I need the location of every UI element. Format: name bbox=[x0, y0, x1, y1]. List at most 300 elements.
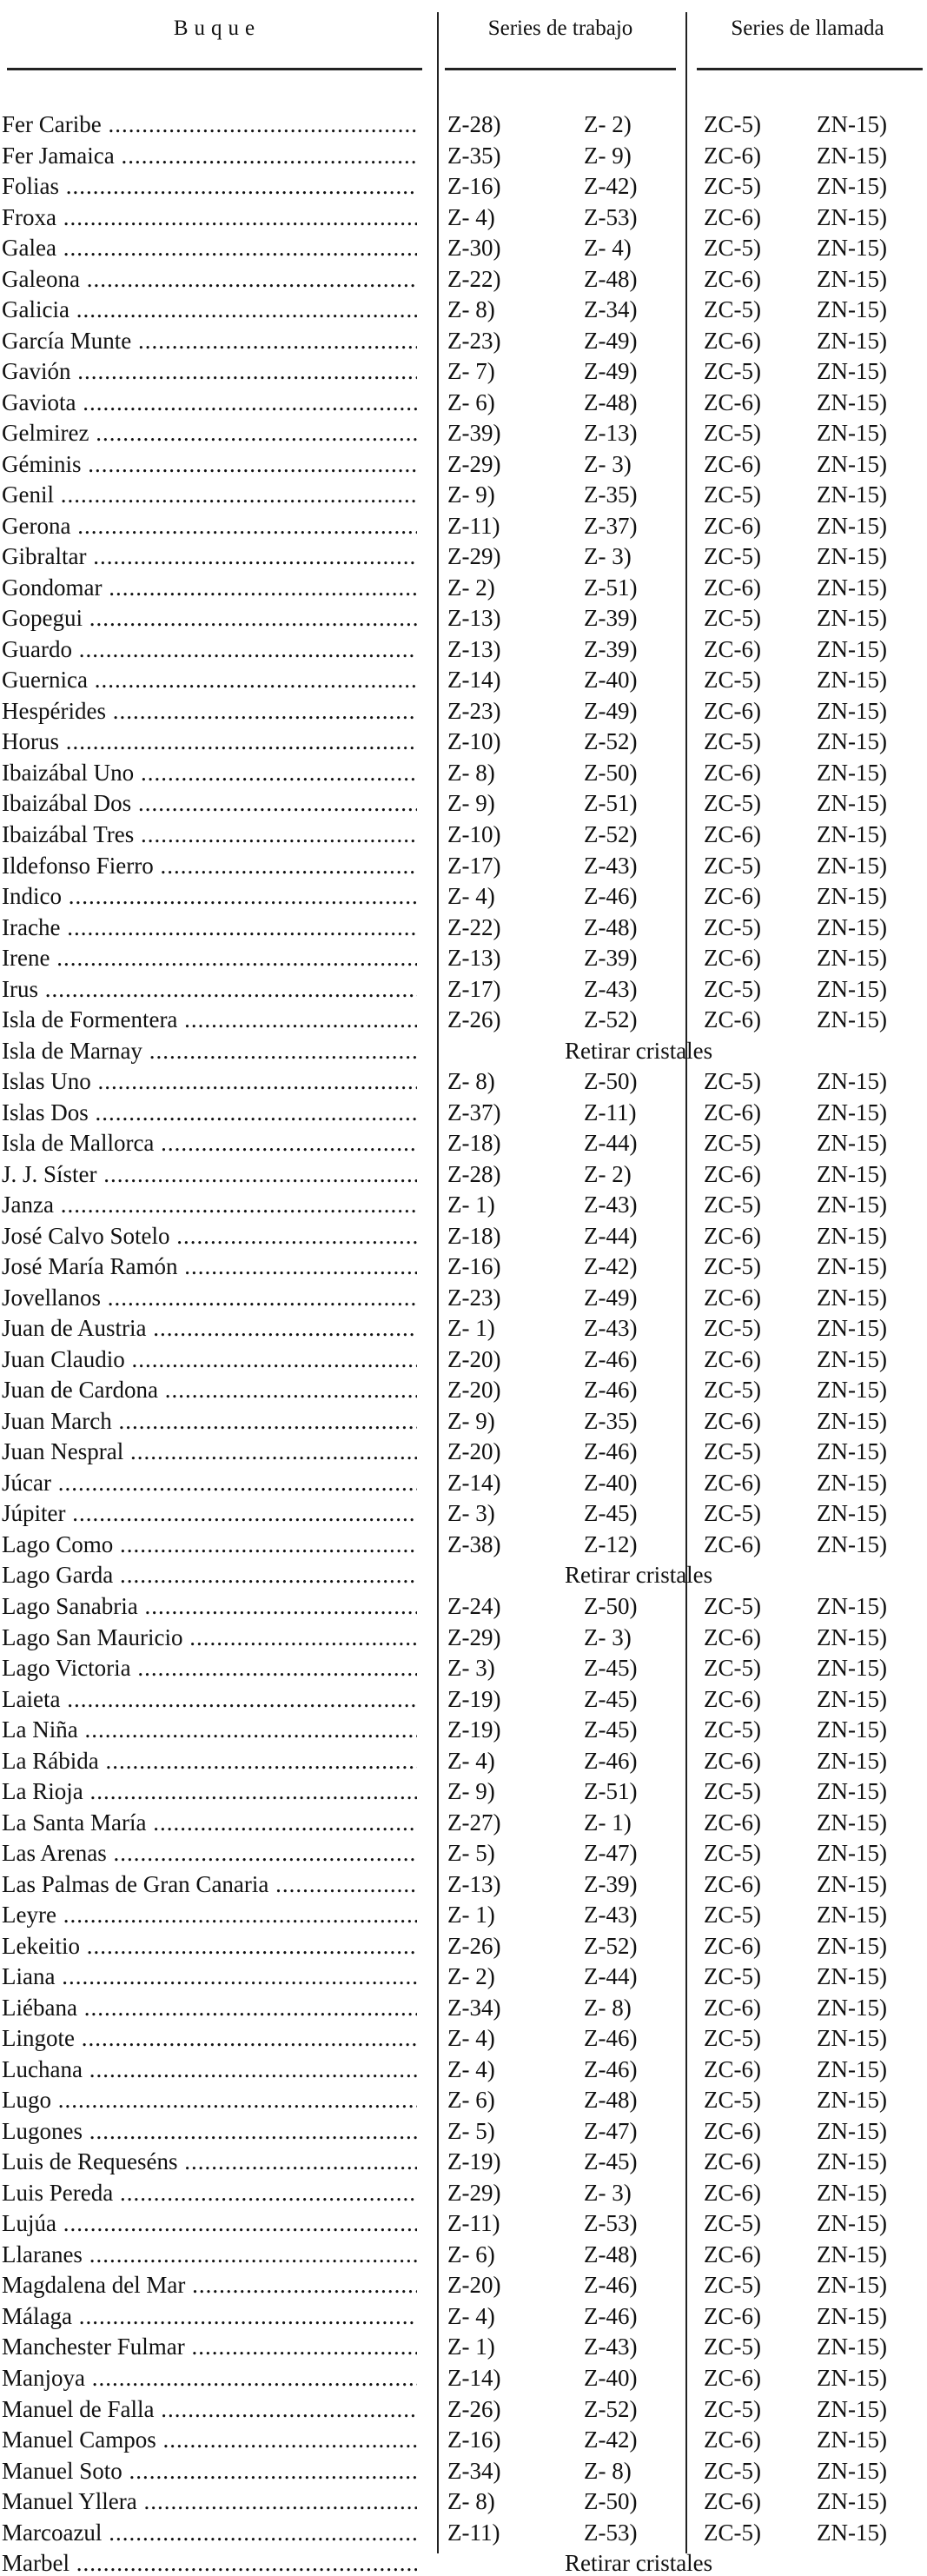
call-series-zn: ZN-15) bbox=[817, 2519, 887, 2546]
work-series-1: Z-34) bbox=[447, 1994, 501, 2021]
work-series-2: Z-46) bbox=[584, 2272, 638, 2299]
ship-name: Las Arenas ..... bbox=[2, 1841, 417, 1866]
ship-name: Gibraltar ..... bbox=[2, 544, 417, 569]
call-series-zn: ZN-15) bbox=[817, 173, 887, 199]
ship-name: Fer Caribe ..... bbox=[2, 112, 417, 137]
ship-name: Manuel Campos ..... bbox=[2, 2427, 417, 2453]
call-series-zc: ZC-5) bbox=[704, 975, 761, 1002]
table-row bbox=[0, 1347, 927, 1372]
call-series-zn: ZN-15) bbox=[817, 1345, 887, 1372]
work-series-1: Z-14) bbox=[447, 2365, 501, 2391]
work-series-1: Z-19) bbox=[447, 1716, 501, 1743]
call-series-zn: ZN-15) bbox=[817, 2148, 887, 2175]
table-row bbox=[0, 267, 927, 292]
table-row bbox=[0, 606, 927, 631]
call-series-zc: ZC-5) bbox=[704, 1500, 761, 1527]
call-series-zn: ZN-15) bbox=[817, 388, 887, 415]
table-row bbox=[0, 514, 927, 539]
call-series-zn: ZN-15) bbox=[817, 2302, 887, 2329]
table-row bbox=[0, 1224, 927, 1249]
call-series-zn: ZN-15) bbox=[817, 1407, 887, 1434]
call-series-zn: ZN-15) bbox=[817, 1099, 887, 1125]
work-series-2: Z-50) bbox=[584, 1593, 638, 1619]
ship-name: Ibaizábal Uno ..... bbox=[2, 760, 417, 786]
table-row bbox=[0, 1594, 927, 1619]
ship-name: Lago Garda ..... bbox=[2, 1563, 417, 1588]
call-series-zn: ZN-15) bbox=[817, 2427, 887, 2453]
work-series-2: Z-50) bbox=[584, 759, 638, 786]
work-series-1: Z- 1) bbox=[447, 1192, 495, 1218]
call-series-zc: ZC-5) bbox=[704, 2025, 761, 2052]
work-series-2: Z-46) bbox=[584, 883, 638, 909]
call-series-zn: ZN-15) bbox=[817, 883, 887, 909]
work-series-1: Z-13) bbox=[447, 945, 501, 971]
work-series-2: Z-52) bbox=[584, 1932, 638, 1959]
table-row bbox=[0, 2057, 927, 2082]
work-series-1: Z-18) bbox=[447, 1130, 501, 1157]
header-rule-buque bbox=[7, 68, 422, 70]
work-series-1: Z- 4) bbox=[447, 1747, 495, 1774]
work-series-1: Z- 3) bbox=[447, 1500, 495, 1527]
work-series-1: Z-13) bbox=[447, 1870, 501, 1897]
call-series-zc: ZC-6) bbox=[704, 2427, 761, 2453]
work-series-1: Z- 8) bbox=[447, 2488, 495, 2514]
call-series-zc: ZC-5) bbox=[704, 2087, 761, 2114]
call-series-zc: ZC-6) bbox=[704, 883, 761, 909]
call-series-zc: ZC-5) bbox=[704, 1192, 761, 1218]
call-series-zn: ZN-15) bbox=[817, 1315, 887, 1342]
work-series-1: Z-20) bbox=[447, 2272, 501, 2299]
call-series-zc: ZC-6) bbox=[704, 1407, 761, 1434]
call-series-zc: ZC-5) bbox=[704, 1377, 761, 1404]
ship-name: Lago Sanabria ..... bbox=[2, 1594, 417, 1619]
work-series-2: Z-48) bbox=[584, 388, 638, 415]
work-series-1: Z-10) bbox=[447, 728, 501, 755]
work-series-2: Z-34) bbox=[584, 296, 638, 323]
work-series-1: Z- 6) bbox=[447, 2087, 495, 2114]
call-series-zn: ZN-15) bbox=[817, 1809, 887, 1836]
ship-name: Llaranes ..... bbox=[2, 2242, 417, 2267]
work-series-1: Z- 4) bbox=[447, 883, 495, 909]
work-series-2: Z- 2) bbox=[584, 1160, 632, 1187]
work-series-2: Z-44) bbox=[584, 1130, 638, 1157]
work-series-2: Z-35) bbox=[584, 1407, 638, 1434]
call-series-zc: ZC-6) bbox=[704, 1623, 761, 1650]
work-series-2: Z- 9) bbox=[584, 142, 632, 169]
call-series-zn: ZN-15) bbox=[817, 635, 887, 662]
call-series-zn: ZN-15) bbox=[817, 1840, 887, 1867]
work-series-1: Z-29) bbox=[447, 543, 501, 570]
work-series-1: Z-26) bbox=[447, 1932, 501, 1959]
call-series-zn: ZN-15) bbox=[817, 1160, 887, 1187]
table-row bbox=[0, 421, 927, 446]
work-series-1: Z-23) bbox=[447, 697, 501, 724]
ship-name: J. J. Síster ..... bbox=[2, 1162, 417, 1187]
call-series-zc: ZC-5) bbox=[704, 2272, 761, 2299]
call-series-zn: ZN-15) bbox=[817, 667, 887, 694]
table-row bbox=[0, 791, 927, 816]
table-row bbox=[0, 1532, 927, 1557]
table-row bbox=[0, 1717, 927, 1743]
table-row bbox=[0, 1316, 927, 1341]
ship-name: García Munte ..... bbox=[2, 329, 417, 354]
work-series-2: Z-53) bbox=[584, 203, 638, 230]
ship-name: Guardo ..... bbox=[2, 637, 417, 662]
table-row bbox=[0, 1964, 927, 1989]
table-row bbox=[0, 2397, 927, 2422]
work-series-1: Z-34) bbox=[447, 2457, 501, 2484]
ship-name: Lago San Mauricio ..... bbox=[2, 1625, 417, 1650]
table-row bbox=[0, 760, 927, 786]
call-series-zn: ZN-15) bbox=[817, 1068, 887, 1095]
call-series-zn: ZN-15) bbox=[817, 543, 887, 570]
call-series-zn: ZN-15) bbox=[817, 450, 887, 477]
ship-name: Lago Victoria ..... bbox=[2, 1656, 417, 1681]
row-note: Retirar cristales bbox=[565, 1562, 713, 1589]
call-series-zc: ZC-5) bbox=[704, 1716, 761, 1743]
ship-name: Manchester Fulmar ..... bbox=[2, 2334, 417, 2360]
work-series-2: Z-39) bbox=[584, 1870, 638, 1897]
table-row bbox=[0, 2088, 927, 2113]
table-row bbox=[0, 915, 927, 940]
ship-name: Liébana ..... bbox=[2, 1995, 417, 2021]
call-series-zn: ZN-15) bbox=[817, 697, 887, 724]
call-series-zn: ZN-15) bbox=[817, 1284, 887, 1311]
ship-name: Isla de Formentera ..... bbox=[2, 1007, 417, 1032]
work-series-2: Z-40) bbox=[584, 667, 638, 694]
ship-name: Genil ..... bbox=[2, 482, 417, 508]
call-series-zn: ZN-15) bbox=[817, 481, 887, 508]
table-row bbox=[0, 822, 927, 847]
work-series-2: Z-53) bbox=[584, 2519, 638, 2546]
work-series-1: Z-39) bbox=[447, 420, 501, 447]
work-series-1: Z-27) bbox=[447, 1809, 501, 1836]
work-series-1: Z- 8) bbox=[447, 1068, 495, 1095]
call-series-zc: ZC-6) bbox=[704, 203, 761, 230]
call-series-zc: ZC-6) bbox=[704, 265, 761, 292]
work-series-2: Z-35) bbox=[584, 481, 638, 508]
work-series-1: Z-17) bbox=[447, 975, 501, 1002]
work-series-1: Z-30) bbox=[447, 235, 501, 262]
work-series-1: Z-14) bbox=[447, 1469, 501, 1496]
work-series-1: Z- 4) bbox=[447, 2302, 495, 2329]
work-series-1: Z- 3) bbox=[447, 1655, 495, 1681]
header-rule-llamada bbox=[697, 68, 923, 70]
ship-name: Juan de Cardona ..... bbox=[2, 1378, 417, 1403]
work-series-1: Z-16) bbox=[447, 2427, 501, 2453]
table-row bbox=[0, 544, 927, 569]
call-series-zc: ZC-5) bbox=[704, 1253, 761, 1280]
ship-name: Marbel ..... bbox=[2, 2551, 417, 2576]
call-series-zc: ZC-5) bbox=[704, 481, 761, 508]
call-series-zc: ZC-6) bbox=[704, 2241, 761, 2267]
ship-name: Luis Pereda ..... bbox=[2, 2181, 417, 2206]
ship-name: Isla de Mallorca ..... bbox=[2, 1131, 417, 1156]
table-row bbox=[0, 2149, 927, 2174]
work-series-2: Z-48) bbox=[584, 913, 638, 940]
ship-name: Luchana ..... bbox=[2, 2057, 417, 2082]
call-series-zn: ZN-15) bbox=[817, 821, 887, 847]
call-series-zn: ZN-15) bbox=[817, 296, 887, 323]
work-series-2: Z- 4) bbox=[584, 235, 632, 262]
ship-name: Las Palmas de Gran Canaria ..... bbox=[2, 1872, 417, 1897]
table-row bbox=[0, 1656, 927, 1681]
call-series-zc: ZC-6) bbox=[704, 2365, 761, 2391]
table-row bbox=[0, 2211, 927, 2236]
header-rule-trabajo bbox=[445, 68, 676, 70]
table-row bbox=[0, 853, 927, 879]
ship-name: Guernica ..... bbox=[2, 667, 417, 693]
call-series-zc: ZC-5) bbox=[704, 2334, 761, 2360]
ship-name: Folias ..... bbox=[2, 174, 417, 199]
ship-name: Irus ..... bbox=[2, 977, 417, 1002]
call-series-zn: ZN-15) bbox=[817, 2117, 887, 2144]
call-series-zn: ZN-15) bbox=[817, 203, 887, 230]
call-series-zc: ZC-6) bbox=[704, 388, 761, 415]
work-series-1: Z- 4) bbox=[447, 2025, 495, 2052]
call-series-zn: ZN-15) bbox=[817, 1130, 887, 1157]
work-series-1: Z-23) bbox=[447, 327, 501, 354]
table-row bbox=[0, 667, 927, 693]
table-row bbox=[0, 1100, 927, 1125]
call-series-zc: ZC-6) bbox=[704, 821, 761, 847]
work-series-2: Z-53) bbox=[584, 2210, 638, 2237]
ship-name: Ildefonso Fierro ..... bbox=[2, 853, 417, 879]
call-series-zn: ZN-15) bbox=[817, 1870, 887, 1897]
work-series-1: Z-37) bbox=[447, 1099, 501, 1125]
work-series-1: Z-10) bbox=[447, 821, 501, 847]
work-series-1: Z-29) bbox=[447, 450, 501, 477]
call-series-zn: ZN-15) bbox=[817, 1500, 887, 1527]
work-series-2: Z-42) bbox=[584, 2427, 638, 2453]
work-series-2: Z-46) bbox=[584, 2055, 638, 2082]
call-series-zc: ZC-5) bbox=[704, 852, 761, 879]
call-series-zc: ZC-6) bbox=[704, 1222, 761, 1249]
call-series-zn: ZN-15) bbox=[817, 1902, 887, 1929]
call-series-zn: ZN-15) bbox=[817, 1623, 887, 1650]
ship-name: Froxa ..... bbox=[2, 205, 417, 230]
work-series-2: Z-46) bbox=[584, 2302, 638, 2329]
work-series-2: Z-37) bbox=[584, 512, 638, 539]
table-row bbox=[0, 1841, 927, 1866]
table-row bbox=[0, 1810, 927, 1836]
work-series-2: Z- 3) bbox=[584, 1623, 632, 1650]
call-series-zn: ZN-15) bbox=[817, 728, 887, 755]
work-series-1: Z-22) bbox=[447, 913, 501, 940]
call-series-zc: ZC-5) bbox=[704, 1655, 761, 1681]
work-series-2: Z-46) bbox=[584, 2025, 638, 2052]
ship-name: Janza ..... bbox=[2, 1192, 417, 1218]
ship-name: Lujúa ..... bbox=[2, 2211, 417, 2236]
ship-name: Fer Jamaica ..... bbox=[2, 143, 417, 169]
ship-name: Manuel Soto ..... bbox=[2, 2459, 417, 2484]
call-series-zn: ZN-15) bbox=[817, 1192, 887, 1218]
work-series-1: Z- 9) bbox=[447, 790, 495, 817]
work-series-1: Z-16) bbox=[447, 173, 501, 199]
work-series-2: Z-43) bbox=[584, 1902, 638, 1929]
work-series-1: Z-20) bbox=[447, 1377, 501, 1404]
call-series-zn: ZN-15) bbox=[817, 1778, 887, 1805]
ship-name: Indico ..... bbox=[2, 884, 417, 909]
call-series-zc: ZC-6) bbox=[704, 635, 761, 662]
table-row bbox=[0, 946, 927, 971]
row-note: Retirar cristales bbox=[565, 2550, 713, 2576]
ship-name: Islas Uno ..... bbox=[2, 1069, 417, 1094]
work-series-2: Z- 1) bbox=[584, 1809, 632, 1836]
work-series-1: Z- 9) bbox=[447, 1778, 495, 1805]
call-series-zn: ZN-15) bbox=[817, 512, 887, 539]
table-row bbox=[0, 174, 927, 199]
call-series-zn: ZN-15) bbox=[817, 2055, 887, 2082]
work-series-1: Z-17) bbox=[447, 852, 501, 879]
work-series-1: Z-13) bbox=[447, 605, 501, 632]
table-row bbox=[0, 1995, 927, 2021]
table-row bbox=[0, 1007, 927, 1032]
call-series-zc: ZC-6) bbox=[704, 1994, 761, 2021]
ship-name: José María Ramón ..... bbox=[2, 1254, 417, 1279]
call-series-zc: ZC-5) bbox=[704, 2395, 761, 2422]
work-series-1: Z- 1) bbox=[447, 1902, 495, 1929]
work-series-1: Z-11) bbox=[447, 2519, 500, 2546]
call-series-zc: ZC-5) bbox=[704, 173, 761, 199]
work-series-1: Z-11) bbox=[447, 2210, 500, 2237]
table-row bbox=[0, 2119, 927, 2144]
call-series-zc: ZC-5) bbox=[704, 1963, 761, 1990]
ship-name: Juan March ..... bbox=[2, 1409, 417, 1434]
work-series-2: Z-43) bbox=[584, 2334, 638, 2360]
call-series-zc: ZC-6) bbox=[704, 574, 761, 601]
ship-name: Lago Como ..... bbox=[2, 1532, 417, 1557]
work-series-2: Z-50) bbox=[584, 2488, 638, 2514]
header-series-trabajo: Series de trabajo bbox=[487, 17, 633, 40]
work-series-2: Z- 8) bbox=[584, 1994, 632, 2021]
work-series-2: Z-13) bbox=[584, 420, 638, 447]
work-series-2: Z- 3) bbox=[584, 2179, 632, 2206]
call-series-zn: ZN-15) bbox=[817, 1530, 887, 1557]
work-series-2: Z-47) bbox=[584, 2117, 638, 2144]
table-row bbox=[0, 297, 927, 322]
table-row bbox=[0, 452, 927, 477]
table-row bbox=[0, 1779, 927, 1804]
ship-name: Málaga ..... bbox=[2, 2304, 417, 2329]
ship-name: Galeona ..... bbox=[2, 267, 417, 292]
ship-name: Gelmirez ..... bbox=[2, 421, 417, 446]
ship-name: Gopegui ..... bbox=[2, 606, 417, 631]
call-series-zn: ZN-15) bbox=[817, 327, 887, 354]
ship-name: Islas Dos ..... bbox=[2, 1100, 417, 1125]
call-series-zn: ZN-15) bbox=[817, 975, 887, 1002]
call-series-zn: ZN-15) bbox=[817, 759, 887, 786]
work-series-2: Z-42) bbox=[584, 173, 638, 199]
call-series-zc: ZC-6) bbox=[704, 2117, 761, 2144]
call-series-zc: ZC-6) bbox=[704, 1932, 761, 1959]
call-series-zn: ZN-15) bbox=[817, 1655, 887, 1681]
work-series-2: Z-49) bbox=[584, 697, 638, 724]
table-row bbox=[0, 390, 927, 415]
work-series-2: Z-51) bbox=[584, 790, 638, 817]
ship-name: Gaviota ..... bbox=[2, 390, 417, 415]
work-series-1: Z- 1) bbox=[447, 1315, 495, 1342]
call-series-zn: ZN-15) bbox=[817, 111, 887, 137]
table-row bbox=[0, 2304, 927, 2329]
table-row bbox=[0, 1625, 927, 1650]
table-row bbox=[0, 884, 927, 909]
work-series-1: Z- 6) bbox=[447, 2241, 495, 2267]
header-buque: Buque bbox=[173, 17, 262, 40]
ship-name: Gerona ..... bbox=[2, 514, 417, 539]
work-series-1: Z- 8) bbox=[447, 296, 495, 323]
table-row bbox=[0, 1934, 927, 1959]
call-series-zc: ZC-6) bbox=[704, 327, 761, 354]
table-row bbox=[0, 1069, 927, 1094]
call-series-zc: ZC-6) bbox=[704, 1345, 761, 1372]
ship-name: La Rioja ..... bbox=[2, 1779, 417, 1804]
table-row bbox=[0, 977, 927, 1002]
work-series-2: Z-51) bbox=[584, 1778, 638, 1805]
call-series-zn: ZN-15) bbox=[817, 1593, 887, 1619]
work-series-2: Z- 2) bbox=[584, 111, 632, 137]
call-series-zc: ZC-6) bbox=[704, 1006, 761, 1033]
table-row bbox=[0, 1501, 927, 1526]
call-series-zn: ZN-15) bbox=[817, 1006, 887, 1033]
call-series-zn: ZN-15) bbox=[817, 1222, 887, 1249]
ship-name: Ibaizábal Tres ..... bbox=[2, 822, 417, 847]
ship-name: Juan Claudio ..... bbox=[2, 1347, 417, 1372]
work-series-1: Z-20) bbox=[447, 1438, 501, 1465]
work-series-2: Z-43) bbox=[584, 975, 638, 1002]
work-series-2: Z-51) bbox=[584, 574, 638, 601]
table-row bbox=[0, 2181, 927, 2206]
ship-name: Gondomar ..... bbox=[2, 575, 417, 601]
work-series-2: Z-52) bbox=[584, 728, 638, 755]
work-series-1: Z- 5) bbox=[447, 2117, 495, 2144]
call-series-zc: ZC-5) bbox=[704, 667, 761, 694]
call-series-zn: ZN-15) bbox=[817, 1377, 887, 1404]
ship-name: Jovellanos ..... bbox=[2, 1285, 417, 1311]
call-series-zn: ZN-15) bbox=[817, 945, 887, 971]
table-row bbox=[0, 1378, 927, 1403]
work-series-2: Z-40) bbox=[584, 1469, 638, 1496]
ship-name: Luis de Requeséns ..... bbox=[2, 2149, 417, 2174]
call-series-zc: ZC-5) bbox=[704, 2457, 761, 2484]
work-series-2: Z-42) bbox=[584, 1253, 638, 1280]
work-series-1: Z- 9) bbox=[447, 1407, 495, 1434]
table-row bbox=[0, 1471, 927, 1496]
work-series-2: Z-39) bbox=[584, 635, 638, 662]
table-row bbox=[0, 2427, 927, 2453]
work-series-2: Z-39) bbox=[584, 605, 638, 632]
table-row bbox=[0, 1872, 927, 1897]
call-series-zn: ZN-15) bbox=[817, 1253, 887, 1280]
table-row bbox=[0, 1285, 927, 1311]
table-row bbox=[0, 1687, 927, 1712]
work-series-1: Z- 8) bbox=[447, 759, 495, 786]
call-series-zc: ZC-6) bbox=[704, 1685, 761, 1712]
table-row bbox=[0, 2334, 927, 2360]
ship-name: Marcoazul ..... bbox=[2, 2520, 417, 2546]
call-series-zn: ZN-15) bbox=[817, 2241, 887, 2267]
table-row bbox=[0, 1162, 927, 1187]
work-series-2: Z-49) bbox=[584, 327, 638, 354]
call-series-zc: ZC-6) bbox=[704, 142, 761, 169]
table-row bbox=[0, 2459, 927, 2484]
table-row bbox=[0, 2273, 927, 2298]
work-series-1: Z-20) bbox=[447, 1345, 501, 1372]
row-note: Retirar cristales bbox=[565, 1037, 713, 1064]
call-series-zc: ZC-6) bbox=[704, 2055, 761, 2082]
table-row bbox=[0, 482, 927, 508]
call-series-zn: ZN-15) bbox=[817, 2334, 887, 2360]
